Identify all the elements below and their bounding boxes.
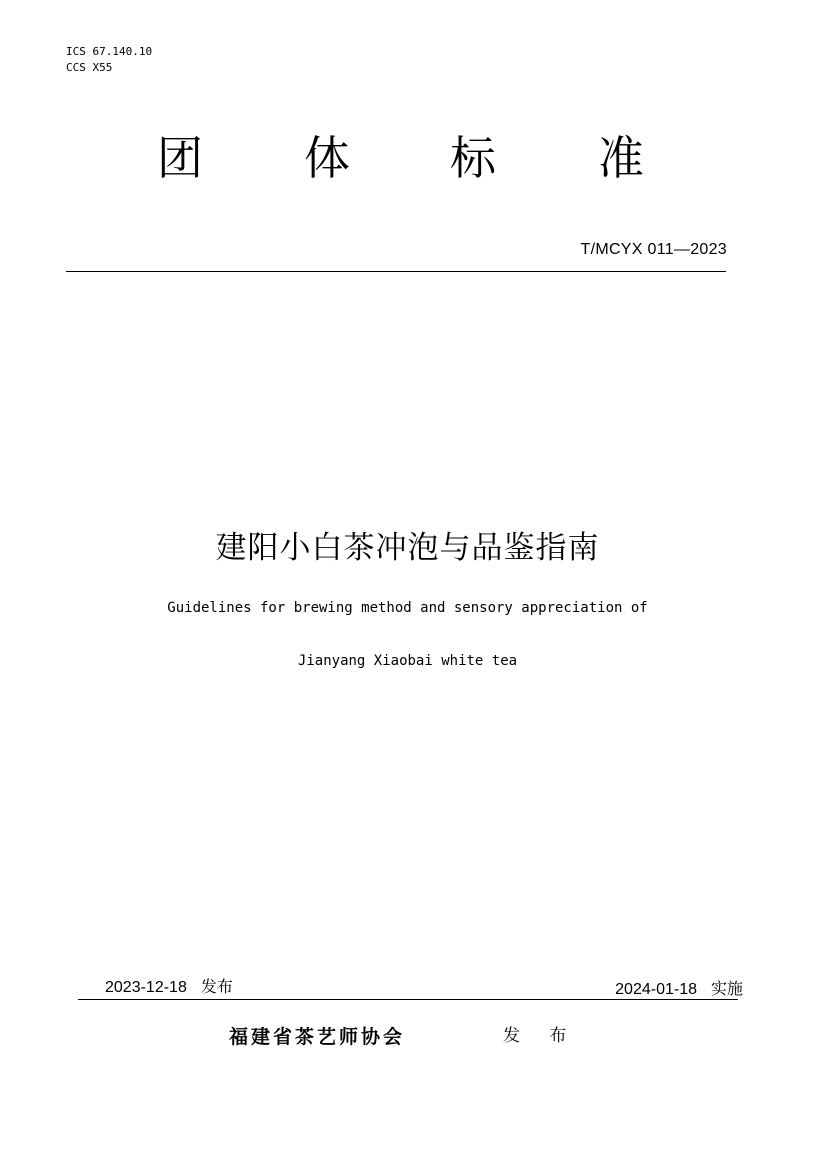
standard-type-char-3: 标 (450, 131, 496, 185)
standard-type-char-4: 准 (598, 131, 644, 185)
effective-date: 2024-01-18 (615, 981, 697, 998)
effective-date-block (615, 976, 743, 999)
footer-divider (78, 999, 738, 1000)
issue-date-block (105, 974, 233, 997)
ics-code: ICS 67.140.10 (66, 45, 153, 58)
ccs-code: CCS X55 (66, 61, 113, 74)
english-title-line-2: Jianyang Xiaobai white tea (297, 653, 518, 669)
chinese-title: 建阳小白茶冲泡与品鉴指南 (215, 530, 600, 566)
issue-date: 2023-12-18 (105, 979, 187, 996)
publisher-action: 发 布 (503, 1026, 579, 1046)
issue-label: 发布 (200, 977, 233, 996)
english-title-line-1: Guidelines for brewing method and sensory appreciation of (167, 600, 648, 616)
standard-type-char-1: 团 (157, 131, 203, 185)
publisher-name: 福建省茶艺师协会 (229, 1026, 406, 1048)
classification-codes (66, 44, 152, 76)
header-divider (66, 271, 726, 272)
standard-number: T/MCYX 011—2023 (580, 241, 727, 258)
effective-label: 实施 (710, 979, 743, 998)
standard-type-heading (0, 128, 815, 188)
standard-type-char-2: 体 (304, 131, 350, 185)
